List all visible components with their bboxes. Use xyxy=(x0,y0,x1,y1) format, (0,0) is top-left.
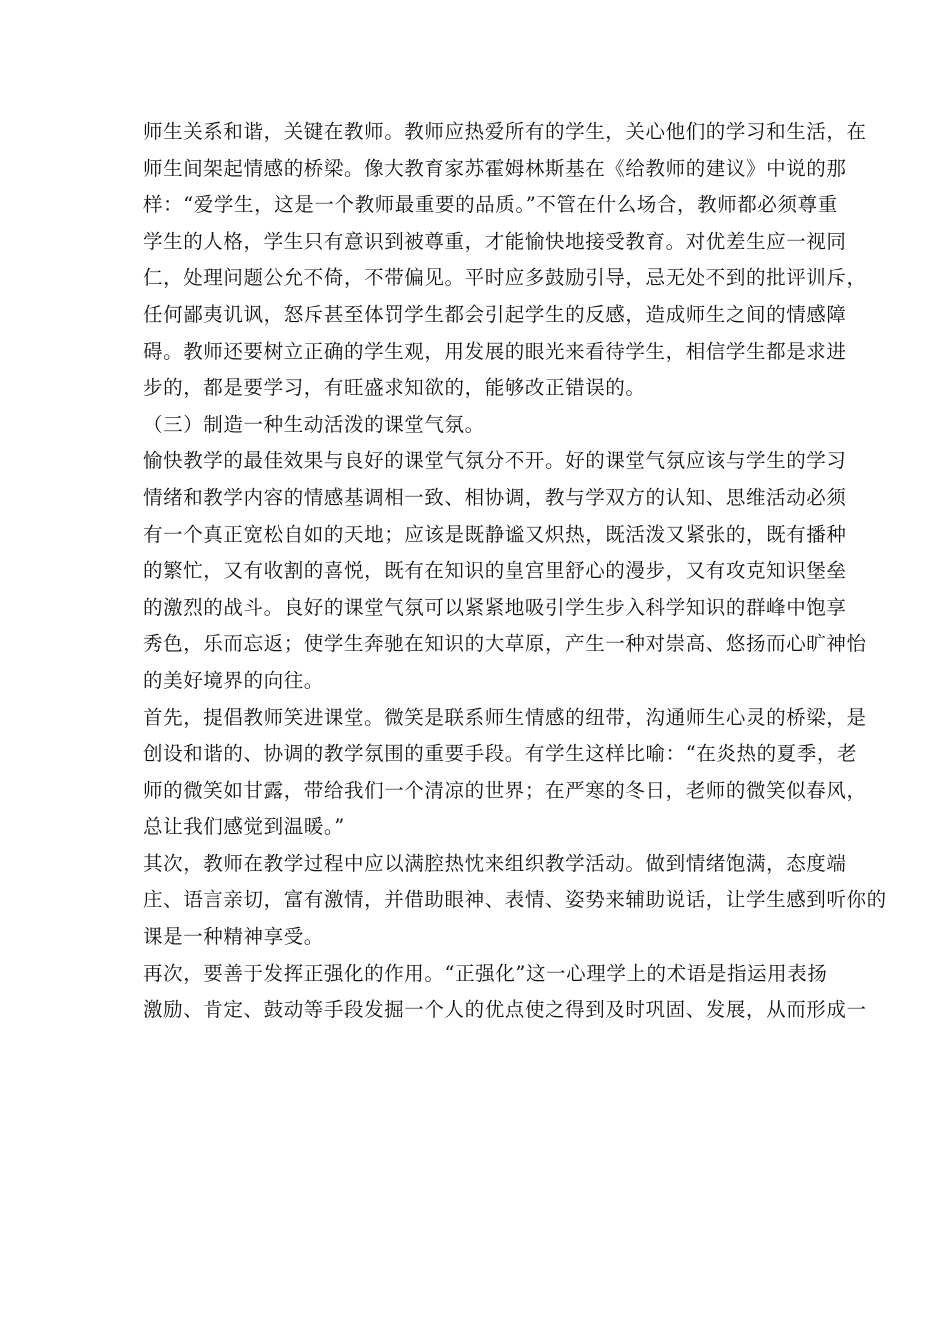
text-line: 的激烈的战斗。良好的课堂气氛可以紧紧地吸引学生步入科学知识的群峰中饱享 xyxy=(143,595,847,619)
text-line: 学生的人格，学生只有意识到被尊重，才能愉快地接受教育。对优差生应一视同 xyxy=(143,229,847,253)
text-line: 仁，处理问题公允不倚，不带偏见。平时应多鼓励引导，忌无处不到的批评训斥， xyxy=(143,266,867,290)
text-line: 课是一种精神享受。 xyxy=(143,925,324,949)
text-line: 师的微笑如甘露，带给我们一个清凉的世界；在严寒的冬日，老师的微笑似春风， xyxy=(143,778,867,802)
text-line: 愉快教学的最佳效果与良好的课堂气氛分不开。好的课堂气氛应该与学生的学习 xyxy=(143,449,847,473)
text-line: 任何鄙夷讥讽，怒斥甚至体罚学生都会引起学生的反感，造成师生之间的情感障 xyxy=(143,302,847,326)
text-line: 再次，要善于发挥正强化的作用。“正强化”这一心理学上的术语是指运用表扬 xyxy=(143,961,828,985)
text-line: 总让我们感觉到温暖。” xyxy=(143,815,345,839)
text-line: 首先，提倡教师笑进课堂。微笑是联系师生情感的纽带，沟通师生心灵的桥梁，是 xyxy=(143,705,867,729)
text-line: 的繁忙，又有收割的喜悦，既有在知识的皇宫里舒心的漫步，又有攻克知识堡垒 xyxy=(143,559,847,583)
text-line: 秀色，乐而忘返；使学生奔驰在知识的大草原，产生一种对崇高、悠扬而心旷神怡 xyxy=(143,632,867,656)
text-line: 步的，都是要学习，有旺盛求知欲的，能够改正错误的。 xyxy=(143,376,646,400)
text-line: 有一个真正宽松自如的天地；应该是既静谧又炽热，既活泼又紧张的，既有播种 xyxy=(143,522,847,546)
body-text xyxy=(143,114,887,1029)
text-line: 情绪和教学内容的情感基调相一致、相协调，教与学双方的认知、思维活动必须 xyxy=(143,485,847,509)
section-heading: （三）制造一种生动活泼的课堂气氛。 xyxy=(143,412,485,436)
text-line: 其次，教师在教学过程中应以满腔热忱来组织教学活动。做到情绪饱满，态度端 xyxy=(143,851,847,875)
text-line: 师生关系和谐，关键在教师。教师应热爱所有的学生，关心他们的学习和生活，在 xyxy=(143,120,867,143)
text-line: 激励、肯定、鼓动等手段发掘一个人的优点使之得到及时巩固、发展，从而形成一 xyxy=(143,998,867,1022)
text-line: 创设和谐的、协调的教学氛围的重要手段。有学生这样比喻：“在炎热的夏季，老 xyxy=(143,742,858,766)
text-line: 的美好境界的向往。 xyxy=(143,668,324,692)
text-line: 师生间架起情感的桥梁。像大教育家苏霍姆林斯基在《给教师的建议》中说的那 xyxy=(143,156,847,180)
text-line: 庄、语言亲切，富有激情，并借助眼神、表情、姿势来辅助说话，让学生感到听你的 xyxy=(143,888,887,912)
text-line: 碍。教师还要树立正确的学生观，用发展的眼光来看待学生，相信学生都是求进 xyxy=(143,339,847,363)
text-line: 样：“爱学生，这是一个教师最重要的品质。”不管在什么场合，教师都必须尊重 xyxy=(143,193,838,217)
